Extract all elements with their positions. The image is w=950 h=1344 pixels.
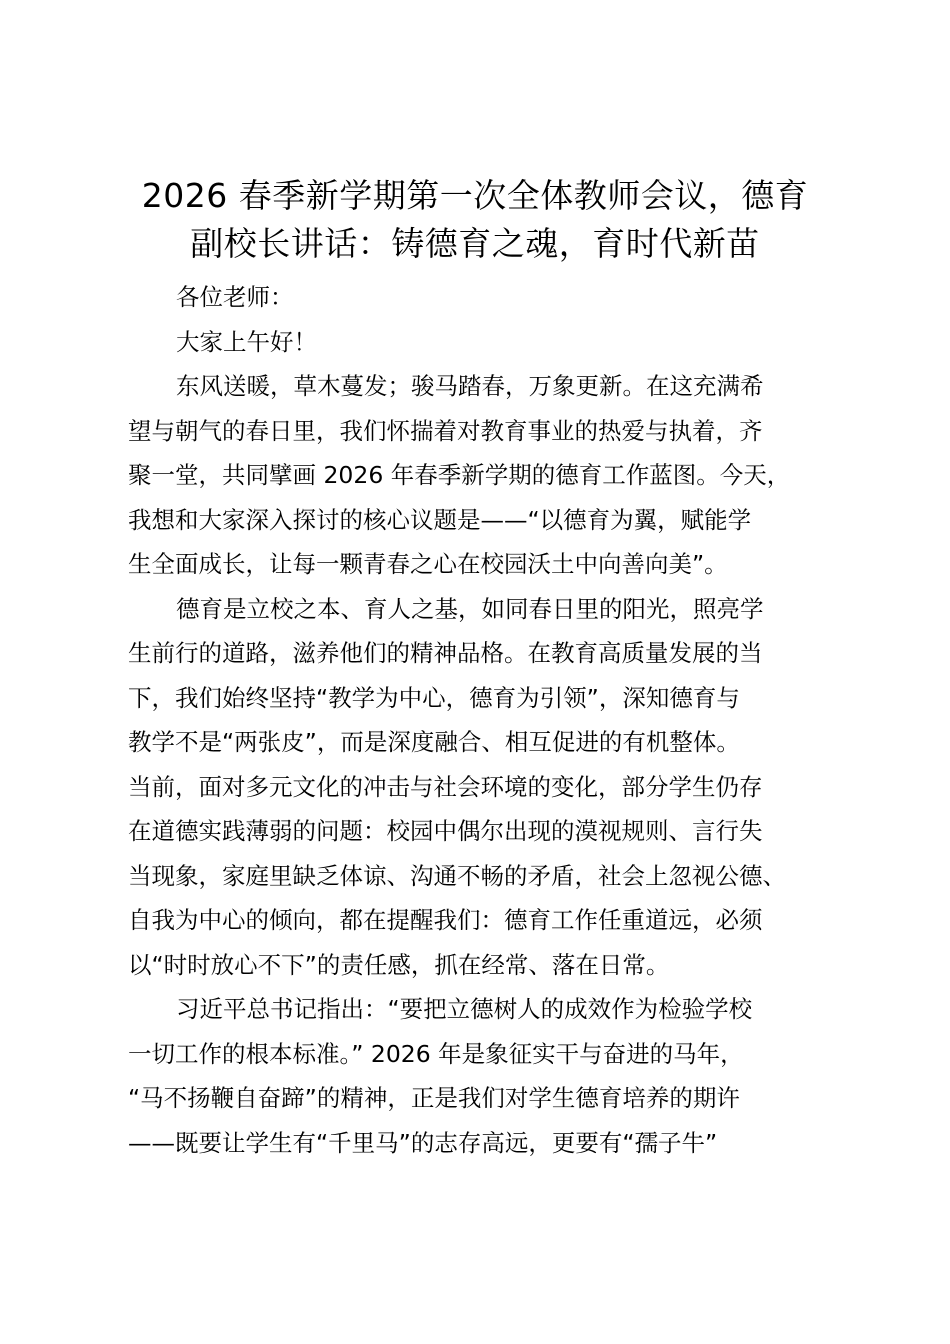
- paragraph-2: [128, 587, 858, 988]
- greeting: [128, 320, 858, 365]
- text-line: 我想和大家深入探讨的核心议题是——“以德育为翼，赋能学: [128, 505, 752, 534]
- text-line: 生前行的道路，滋养他们的精神品格。在教育高质量发展的当: [128, 639, 763, 667]
- paragraph-3: [128, 987, 858, 1165]
- text-line: 望与朝气的春日里，我们怀揣着对教育事业的热爱与执着，齐: [128, 416, 763, 445]
- text-line: 下，我们始终坚持“教学为中心，德育为引领”，深知德育与: [128, 683, 740, 712]
- text-line: 各位老师：: [176, 283, 294, 311]
- title-line-2: 副校长讲话：铸德育之魂，育时代新苗: [190, 224, 760, 263]
- text-line: 自我为中心的倾向，都在提醒我们：德育工作任重道远，必须: [128, 906, 763, 934]
- document-body: [128, 275, 858, 1165]
- document-title: [80, 172, 870, 268]
- text-line: 习近平总书记指出：“要把立德树人的成效作为检验学校: [176, 995, 753, 1023]
- text-line: 东风送暖，草木蔓发；骏马踏春，万象更新。在这充满希: [176, 372, 764, 400]
- text-line: 在道德实践薄弱的问题：校园中偶尔出现的漠视规则、言行失: [128, 817, 763, 845]
- salutation: [128, 275, 858, 320]
- text-line: 以“时时放心不下”的责任感，抓在经常、落在日常。: [128, 950, 670, 979]
- text-line: 教学不是“两张皮”，而是深度融合、相互促进的有机整体。: [128, 728, 740, 756]
- title-line-1: 2026 春季新学期第一次全体教师会议，德育: [141, 176, 809, 215]
- paragraph-1: [128, 364, 858, 587]
- text-line: 当现象，家庭里缺乏体谅、沟通不畅的矛盾，社会上忽视公德、: [128, 861, 786, 890]
- text-line: 当前，面对多元文化的冲击与社会环境的变化，部分学生仍存: [128, 772, 763, 801]
- text-line: 大家上午好！: [176, 327, 317, 356]
- text-line: ——既要让学生有“千里马”的志存高远，更要有“孺子牛”: [128, 1128, 718, 1157]
- text-line: 一切工作的根本标准。” 2026 年是象征实干与奋进的马年，: [128, 1039, 744, 1068]
- text-line: 聚一堂，共同擘画 2026 年春季新学期的德育工作蓝图。今天，: [128, 461, 791, 489]
- text-line: “马不扬鞭自奋蹄”的精神，正是我们对学生德育培养的期许: [128, 1084, 740, 1112]
- text-line: 德育是立校之本、育人之基，如同春日里的阳光，照亮学: [176, 594, 764, 623]
- text-line: 生全面成长，让每一颗青春之心在校园沃土中向善向美”。: [128, 550, 728, 578]
